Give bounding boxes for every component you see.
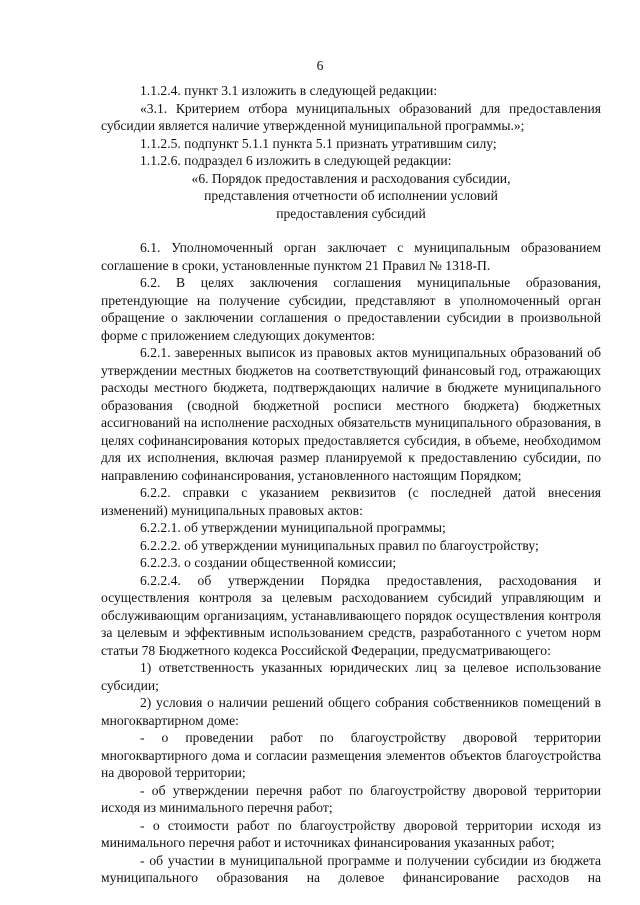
paragraph: 6.2.2.4. об утверждении Порядка предоставления, расходования и осуществления контроля за целевым расходованием субсидий управляющим и обслуживающим организациям, устанавливающего порядок осуществления контроля за целевым и эффективным использованием средств, разработанного с учетом норм статьи 78 Бюджетного кодекса Российской Федерации, предусматривающего: (101, 572, 601, 658)
paragraph: - об участии в муниципальной программе и получении субсидии из бюджета муниципального образования на долевое финансирование расходов на (101, 852, 601, 885)
paragraph: - о стоимости работ по благоустройству дворовой территории исходя из минимального перечня работ и источниках финансирования указанных работ; (101, 817, 601, 850)
text-line: 1.1.2.4. пункт 3.1 изложить в следующей редакции: (140, 83, 438, 98)
text-line: «3.1. Критерием отбора муниципальных образований для предоставления субсидии является наличие утвержденной муниципальной программы.»; (101, 100, 601, 133)
paragraph: 6.1. Уполномоченный орган заключает с муниципальным образованием соглашение в сроки, установленные пунктом 21 Правил № 1318-П. (101, 240, 601, 273)
paragraph: 6.2. В целях заключения соглашения муниципальные образования, претендующие на получение субсидии, представляют в уполномоченный орган обращение о заключении соглашения о предоставлении субсидии в произвольной форме с приложением следующих документов: (101, 275, 601, 343)
text-line: 1.1.2.6. подраздел 6 изложить в следующей редакции: (140, 153, 452, 168)
paragraph-gap (101, 222, 601, 239)
paragraph: 6.2.2.3. о создании общественной комиссии; (140, 555, 397, 570)
paragraph: 2) условия о наличии решений общего собрания собственников помещений в многоквартирном доме: (101, 695, 601, 728)
paragraph: 6.2.2.2. об утверждении муниципальных правил по благоустройству; (140, 537, 539, 553)
section-heading-line: предоставления субсидий (276, 205, 426, 221)
paragraph: 6.2.2. справки с указанием реквизитов (с последней датой внесения изменений) муниципальных правовых актов: (101, 485, 601, 518)
section-heading-line: «6. Порядок предоставления и расходования субсидии, (191, 170, 511, 186)
document-body (101, 82, 601, 887)
paragraph: 6.2.2.1. об утверждении муниципальной программы; (140, 520, 446, 535)
page-number: 6 (316, 58, 324, 73)
paragraph: 6.2.1. заверенных выписок из правовых актов муниципальных образований об утверждении местных бюджетов на соответствующий финансовый год, отражающих расходы местного бюджета, подтверждающих наличие в бюджете муниципального образования (сводной бюджетной росписи местного бюджета) бюджетных ассигнований на исполнение расходных обязательств муниципального образования, в целях софинансирования которых предоставляется субсидия, в объеме, необходимом для их исполнения, включая размер планируемой к предоставлению субсидии, по направлению софинансирования, установленного настоящим Порядком; (101, 345, 601, 483)
paragraph: - о проведении работ по благоустройству дворовой территории многоквартирного дома и согласии размещения элементов объектов благоустройства на дворовой территории; (101, 730, 601, 780)
text-line: 1.1.2.5. подпункт 5.1.1 пункта 5.1 признать утратившим силу; (140, 135, 497, 151)
section-heading-line: представления отчетности об исполнении условий (204, 188, 498, 203)
paragraph: 1) ответственность указанных юридических лиц за целевое использование субсидии; (101, 660, 601, 693)
paragraph: - об утверждении перечня работ по благоустройству дворовой территории исходя из минимального перечня работ; (101, 782, 601, 815)
